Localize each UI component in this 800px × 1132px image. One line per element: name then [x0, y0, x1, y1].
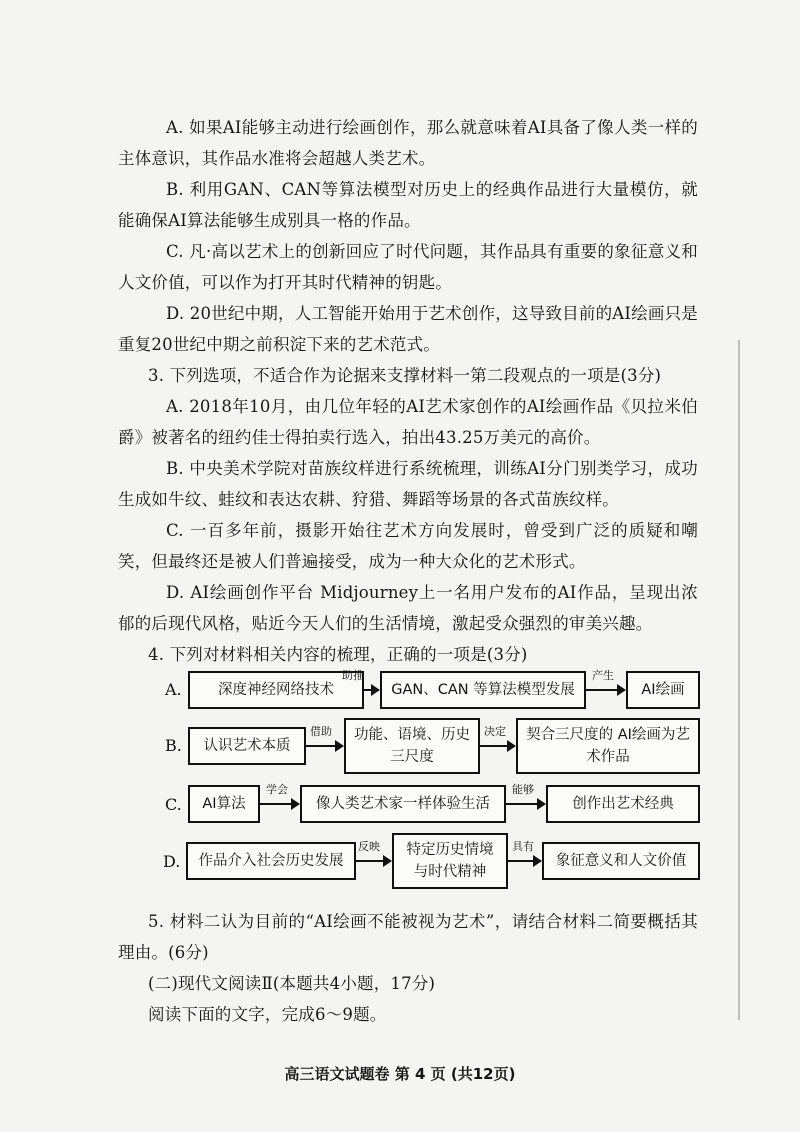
q4-d-arrow2 — [508, 860, 540, 862]
q4-c-box1: AI算法 — [188, 785, 260, 823]
reading-instruction: 阅读下面的文字，完成6～9题。 — [148, 1005, 387, 1024]
q4-b-label: B. — [165, 736, 182, 755]
q4-d-box3: 象征意义和人文价值 — [542, 842, 700, 880]
q5-question: 5. 材料二认为目前的“AI绘画不能被视为艺术”，请结合材料二简要概括其理由。(6分) — [118, 912, 698, 962]
q4-a-arrow1-label: 助推 — [342, 669, 364, 682]
q4-d-arrow2-label: 具有 — [512, 840, 534, 853]
q3-option-b: B. 中央美术学院对苗族纹样进行系统梳理，训练AI分门别类学习，成功生成如牛纹、蛙纹和表达农耕、狩猎、舞蹈等场景的各式苗族纹样。 — [118, 459, 698, 509]
q4-c-arrow2 — [506, 803, 544, 805]
q4-c-box3: 创作出艺术经典 — [546, 785, 700, 823]
q4-c-arrow1 — [260, 803, 298, 805]
q4-a-box3: AI绘画 — [626, 671, 700, 709]
q4-d-arrow1-label: 反映 — [358, 840, 380, 853]
q4-d-box2: 特定历史情境与时代精神 — [392, 833, 508, 889]
q4-c-arrow2-label: 能够 — [512, 783, 534, 796]
q4-b-box3: 契合三尺度的 AI绘画为艺术作品 — [516, 718, 700, 774]
q4-c-box2: 像人类艺术家一样体验生活 — [300, 785, 506, 823]
q4-d-arrow1 — [356, 860, 390, 862]
q3-option-d: D. AI绘画创作平台 Midjourney上一名用户发布的AI作品，呈现出浓郁的后现代风格，贴近今天人们的生活情境，激起受众强烈的审美兴趣。 — [118, 583, 698, 633]
q4-b-arrow2 — [480, 745, 514, 747]
q4-b-box1: 认识艺术本质 — [188, 727, 306, 765]
q4-a-box2: GAN、CAN 等算法模型发展 — [380, 671, 586, 709]
q4-c-arrow1-label: 学会 — [266, 783, 288, 796]
q2-option-b: B. 利用GAN、CAN等算法模型对历史上的经典作品进行大量模仿，就能确保AI算法能够生成别具一格的作品。 — [118, 180, 698, 230]
q3-option-c: C. 一百多年前，摄影开始往艺术方向发展时，曾受到广泛的质疑和嘲笑，但最终还是被人们普遍接受，成为一种大众化的艺术形式。 — [118, 521, 698, 571]
scan-edge-line — [738, 340, 740, 1020]
page-footer: 高三语文试题卷 第 4 页 (共12页) — [284, 1065, 516, 1083]
q4-stem: 4. 下列对材料相关内容的梳理，正确的一项是(3分) — [148, 645, 528, 664]
q4-a-arrow2 — [586, 689, 624, 691]
q3-stem: 3. 下列选项，不适合作为论据来支撑材料一第二段观点的一项是(3分) — [148, 366, 662, 385]
q4-b-arrow1 — [306, 745, 342, 747]
q4-d-label: D. — [163, 852, 181, 871]
q2-option-a: A. 如果AI能够主动进行绘画创作，那么就意味着AI具备了像人类一样的主体意识，其作品水准将会超越人类艺术。 — [118, 118, 698, 168]
q4-c-label: C. — [165, 795, 182, 814]
q4-a-arrow2-label: 产生 — [592, 669, 614, 682]
q2-option-c: C. 凡·高以艺术上的创新回应了时代问题，其作品具有重要的象征意义和人文价值，可以作为打开其时代精神的钥匙。 — [118, 242, 698, 292]
q2-option-d: D. 20世纪中期，人工智能开始用于艺术创作，这导致目前的AI绘画只是重复20世纪中期之前积淀下来的艺术范式。 — [118, 304, 698, 354]
q4-a-label: A. — [165, 680, 182, 699]
q4-b-arrow1-label: 借助 — [310, 725, 332, 738]
q4-a-box1: 深度神经网络技术 — [188, 671, 364, 709]
section-heading: (二)现代文阅读Ⅱ(本题共4小题，17分) — [148, 974, 436, 993]
q4-a-arrow1 — [364, 689, 378, 691]
q3-option-a: A. 2018年10月，由几位年轻的AI艺术家创作的AI绘画作品《贝拉米伯爵》被著名的纽约佳士得拍卖行选入，拍出43.25万美元的高价。 — [118, 397, 698, 447]
q4-b-arrow2-label: 决定 — [484, 725, 506, 738]
q4-d-box1: 作品介入社会历史发展 — [186, 842, 356, 880]
q4-b-box2: 功能、语境、历史三尺度 — [344, 718, 480, 774]
